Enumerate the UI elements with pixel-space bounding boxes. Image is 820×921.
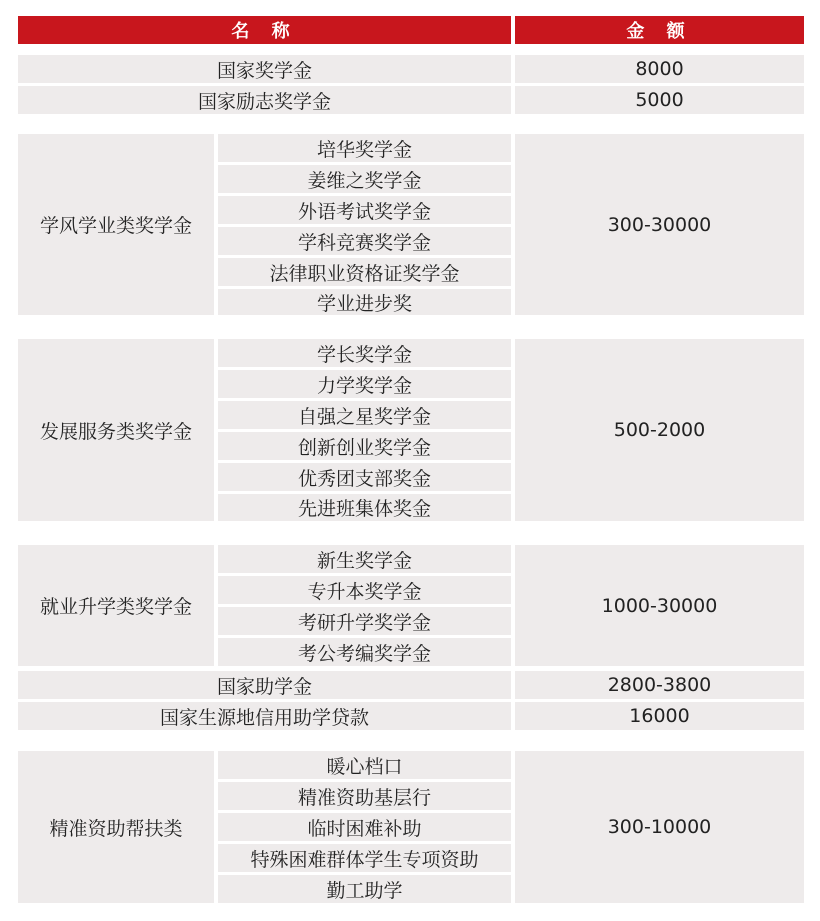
group-item: 精准资助基层行 [218, 782, 511, 810]
row-name: 国家励志奖学金 [18, 86, 511, 114]
group-item: 外语考试奖学金 [218, 196, 511, 224]
group-amount: 300-30000 [515, 134, 804, 315]
group-item: 专升本奖学金 [218, 576, 511, 604]
group-item: 先进班集体奖金 [218, 494, 511, 521]
row-name: 国家助学金 [18, 671, 511, 699]
row-amount: 2800-3800 [515, 671, 804, 699]
group-category: 学风学业类奖学金 [18, 134, 214, 315]
header-name: 名 称 [18, 16, 511, 44]
group-item: 暖心档口 [218, 751, 511, 779]
group-item: 学科竞赛奖学金 [218, 227, 511, 255]
group-item: 临时困难补助 [218, 813, 511, 841]
row-name: 国家生源地信用助学贷款 [18, 702, 511, 730]
group-item: 新生奖学金 [218, 545, 511, 573]
group-item: 力学奖学金 [218, 370, 511, 398]
group-category: 精准资助帮扶类 [18, 751, 214, 903]
group-item: 优秀团支部奖金 [218, 463, 511, 491]
group-amount: 500-2000 [515, 339, 804, 521]
group-category: 发展服务类奖学金 [18, 339, 214, 521]
header-amount: 金 额 [515, 16, 804, 44]
group-item: 法律职业资格证奖学金 [218, 258, 511, 286]
row-amount: 5000 [515, 86, 804, 114]
group-item: 考研升学奖学金 [218, 607, 511, 635]
row-amount: 16000 [515, 702, 804, 730]
row-name: 国家奖学金 [18, 55, 511, 83]
group-item: 学长奖学金 [218, 339, 511, 367]
group-item: 勤工助学 [218, 875, 511, 903]
group-item: 考公考编奖学金 [218, 638, 511, 666]
group-item: 学业进步奖 [218, 289, 511, 315]
row-amount: 8000 [515, 55, 804, 83]
group-amount: 1000-30000 [515, 545, 804, 666]
group-item: 特殊困难群体学生专项资助 [218, 844, 511, 872]
group-item: 姜维之奖学金 [218, 165, 511, 193]
group-item: 创新创业奖学金 [218, 432, 511, 460]
group-amount: 300-10000 [515, 751, 804, 903]
group-category: 就业升学类奖学金 [18, 545, 214, 666]
group-item: 培华奖学金 [218, 134, 511, 162]
group-item: 自强之星奖学金 [218, 401, 511, 429]
